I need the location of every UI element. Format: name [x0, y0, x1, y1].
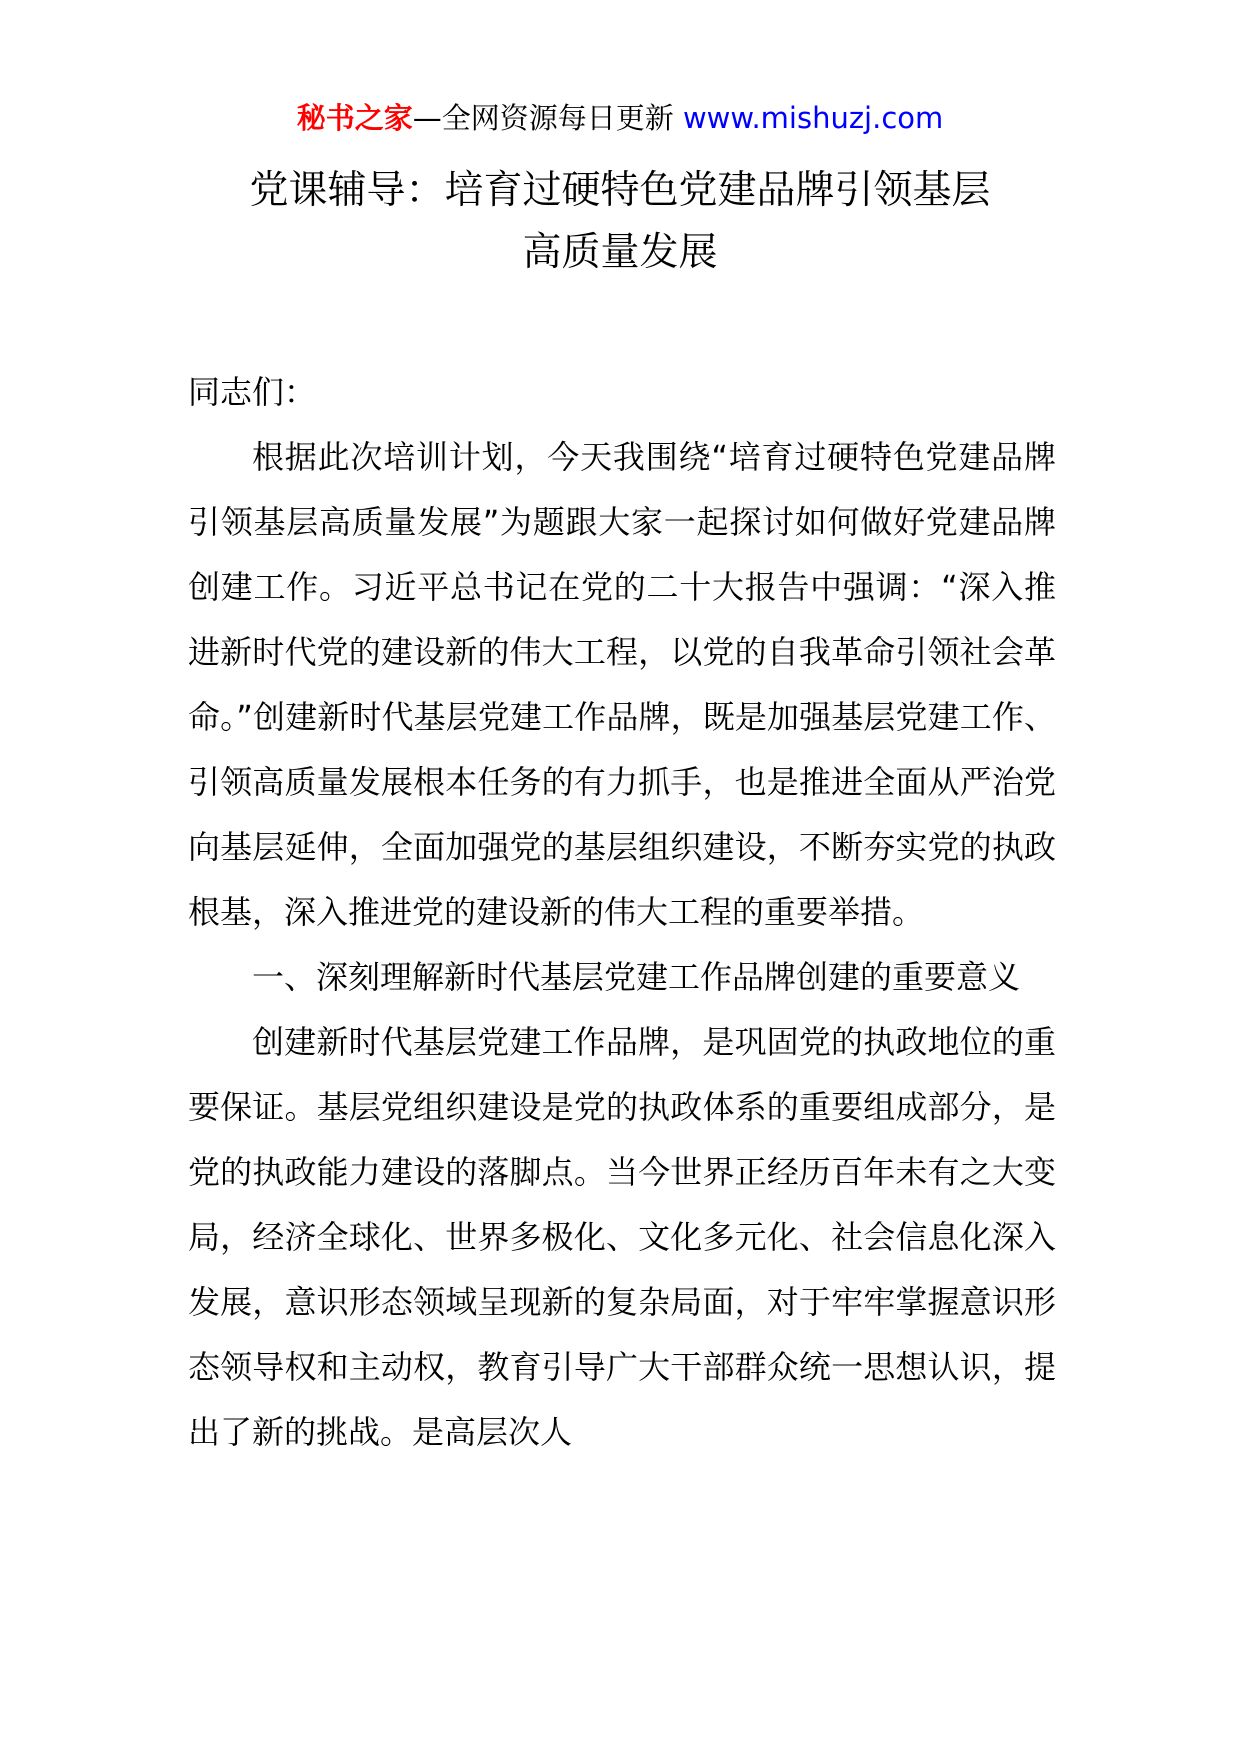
- document-title: [0, 160, 1240, 284]
- section-heading-1: 一、深刻理解新时代基层党建工作品牌创建的重要意义: [252, 958, 1021, 996]
- document-title-line-1: 党课辅导：培育过硬特色党建品牌引领基层: [249, 168, 991, 213]
- paragraph-intro: 根据此次培训计划，今天我围绕“培育过硬特色党建品牌引领基层高质量发展”为题跟大家一起探讨如何做好党建品牌创建工作。习近平总书记在党的二十大报告中强调：“深入推进新时代党的建设新的伟大工程，以党的自我革命引领社会革命。”创建新时代基层党建工作品牌，既是加强基层党建工作、引领高质量发展根本任务的有力抓手，也是推进全面从严治党向基层延伸，全面加强党的基层组织建设，不断夯实党的执政根基，深入推进党的建设新的伟大工程的重要举措。: [188, 438, 1056, 931]
- site-tagline: —全网资源每日更新: [412, 101, 683, 135]
- site-brand: 秘书之家: [296, 101, 413, 135]
- site-url-link[interactable]: www.mishuzj.com: [682, 101, 944, 135]
- site-header: [0, 98, 1240, 138]
- greeting: 同志们：: [188, 373, 317, 411]
- document-title-line-2: 高质量发展: [522, 230, 718, 275]
- document-body: [188, 360, 1056, 1465]
- paragraph-section-1: 创建新时代基层党建工作品牌，是巩固党的执政地位的重要保证。基层党组织建设是党的执政体系的重要组成部分，是党的执政能力建设的落脚点。当今世界正经历百年未有之大变局，经济全球化、世界多极化、文化多元化、社会信息化深入发展，意识形态领域呈现新的复杂局面，对于牢牢掌握意识形态领导权和主动权，教育引导广大干部群众统一思想认识，提出了新的挑战。是高层次人: [188, 1023, 1056, 1451]
